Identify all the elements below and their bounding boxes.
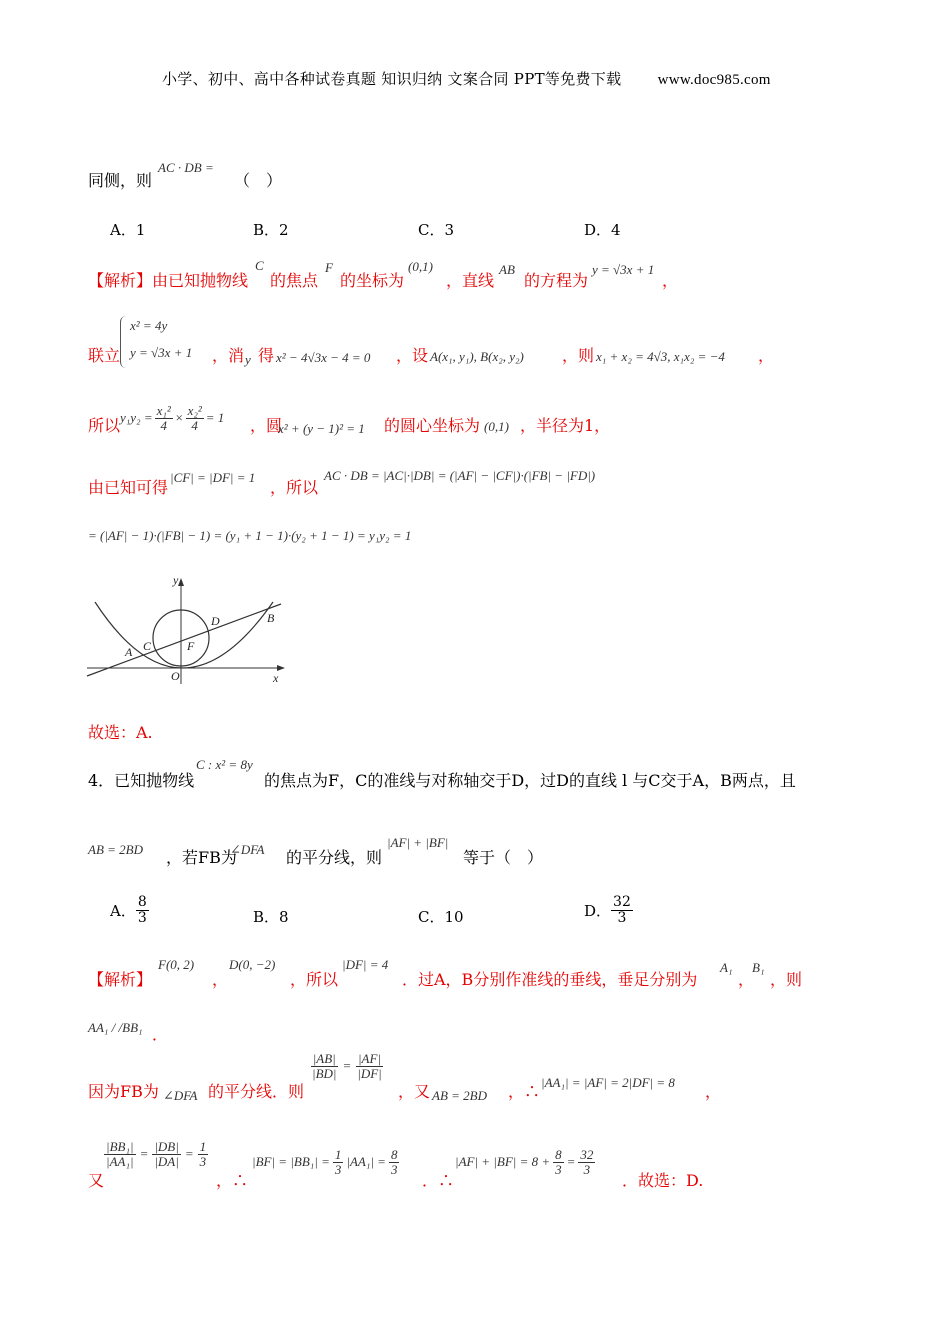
sol3-text: ，直线 [446, 271, 495, 290]
sol4-text: 的平分线．则 [208, 1082, 305, 1101]
sol3-dot-product: AC · DB = |AC|·|DB| = (|AF| − |CF|)·(|FB| − |FD|) [324, 468, 596, 483]
sol4-text: ．故选：D. [622, 1171, 704, 1190]
sol3-text: 联立 [88, 346, 121, 365]
q4-text1: 的焦点为F，C的准线与对称轴交于D，过D的直线 l 与C交于A，B两点，且 [264, 771, 796, 790]
sol3-AB: AB [499, 262, 515, 277]
sol4-text: 因为FB为 [88, 1082, 159, 1101]
sol4-bf: |BF| = |BB₁| = $\frac{1}{3}$ |AA₁| = $\frac{8}{3}$ [252, 1147, 398, 1177]
q4-text2: ，若FB为 [166, 848, 237, 867]
parabola [95, 602, 273, 668]
sol3-focus: (0,1) [408, 259, 433, 274]
sol3-text: ，设 [396, 346, 429, 365]
sol3-text: 由已知可得 [88, 478, 169, 497]
sol3-text: 的坐标为 [340, 271, 405, 290]
q4-text3: 的平分线，则 [286, 848, 383, 867]
sol4-D: D(0, −2) [229, 957, 276, 972]
sol4-text: ， [738, 970, 755, 989]
q4-option-c: C．10 [418, 908, 464, 926]
sol3-y: y [245, 352, 251, 367]
parabola-circle-figure [85, 572, 290, 690]
sol3-answer: 故选：A. [88, 723, 153, 742]
sol4-B1: B₁ [752, 960, 765, 975]
q3-tail [88, 168, 152, 191]
solution-tag: 【解析】 [88, 271, 153, 290]
sol4-text: ，∴ [216, 1171, 249, 1190]
sol4-text: ，∴ [508, 1082, 541, 1101]
label-o: O [171, 669, 180, 683]
sol3-text: ，半径为1， [520, 416, 611, 435]
sol3-text: ，则 [562, 346, 595, 365]
sol3-line-eq: y = √3x + 1 [592, 262, 655, 277]
label-y: y [173, 573, 179, 587]
sol3-line1: 【解析】由已知抛物线 [88, 271, 249, 290]
sol3-circle: x² + (y − 1)² = 1 [278, 421, 365, 436]
system-eq1: x² = 4y [130, 318, 168, 333]
sol4-ratio: $\frac{|AB|}{|BD|}$ = $\frac{|AF|}{|DF|}$ [312, 1051, 382, 1081]
sol4-text: ，所以 [290, 970, 339, 989]
sol4-sum: |AF| + |BF| = 8 + $\frac{8}{3}$ = $\frac{32}{3}$ [455, 1147, 594, 1177]
sol3-text: ，消 [212, 346, 245, 365]
sol4-parallel: AA₁ / /BB₁ [88, 1020, 143, 1035]
sol3-points: A(x₁, y₁), B(x₂, y₂) [430, 349, 524, 364]
sol3-F: F [325, 260, 333, 275]
q3-option-a: A．1 [110, 221, 146, 239]
q3-option-b: B．2 [253, 221, 289, 239]
sol4-text: 又 [88, 1171, 105, 1190]
sol4-text: ， [705, 1082, 722, 1101]
label-x: x [273, 671, 279, 685]
sol4-F: F(0, 2) [158, 957, 195, 972]
sol3-text: 的方程为 [524, 271, 589, 290]
q4-option-b: B．8 [253, 908, 289, 926]
sol3-text: 的焦点 [270, 271, 319, 290]
q4-option-d: D． $\frac{32}{3}$ [584, 894, 631, 926]
sol4-text: ．∴ [422, 1171, 455, 1190]
q4-option-a: A． $\frac{8}{3}$ [110, 894, 147, 926]
sol4-angle: ∠DFA [163, 1088, 198, 1103]
sol3-text: ， [758, 346, 775, 365]
sol3-text: 的圆心坐标为 [384, 416, 481, 435]
label-c: C [143, 639, 152, 653]
sol3-text: 得 [258, 346, 275, 365]
sol4-text: ，则 [770, 970, 803, 989]
page-header [162, 68, 771, 89]
q4-text4: 等于（ ） [463, 848, 544, 867]
label-a: A [125, 645, 133, 659]
label-f: F [187, 639, 195, 653]
y-axis-arrow [178, 578, 184, 586]
line-ab [87, 604, 281, 676]
q3-tail-text: 同侧，则 [88, 171, 153, 190]
q4-cond: AB = 2BD [88, 842, 143, 857]
sol4-A1: A₁ [720, 960, 733, 975]
sol4-DF: |DF| = 4 [342, 957, 389, 972]
sol3-vieta: x₁ + x₂ = 4√3, x₁x₂ = −4 [596, 349, 725, 364]
q4-angle: ∠DFA [230, 842, 265, 857]
q3-option-c: C．3 [418, 221, 455, 239]
sol4-ratio2: $\frac{\text{|BB₁|}}{\text{|AA₁|}}$ = $\frac{|DB|}{|DA|}$ = $\frac{1}{3}$ [106, 1139, 207, 1169]
label-d: D [211, 614, 220, 628]
q3-expr: AC · DB = [158, 160, 214, 175]
sol4-tag: 【解析】 [88, 970, 153, 989]
q3-option-d: D．4 [584, 221, 621, 239]
sol3-center: (0,1) [484, 419, 509, 434]
sol3-C: C [255, 258, 264, 273]
sol3-text: 所以 [88, 416, 121, 435]
sol3-cf-df: |CF| = |DF| = 1 [170, 470, 256, 485]
sol4-cond: AB = 2BD [432, 1088, 487, 1103]
sol3-text: ，圆 [250, 416, 283, 435]
sol4-text: ， [212, 970, 229, 989]
header-url[interactable]: www.doc985.com [657, 72, 771, 88]
q4-num: 4．已知抛物线 [88, 771, 195, 790]
sol4-text: ． [152, 1025, 169, 1044]
sol3-text: ， [662, 271, 679, 290]
label-b: B [267, 611, 275, 625]
sol3-result: = (|AF| − 1)·(|FB| − 1) = (y₁ + 1 − 1)·(y₂ + 1 − 1) = y₁y₂ = 1 [88, 528, 412, 543]
system-eq2: y = √3x + 1 [130, 345, 193, 360]
sol4-text: ，又 [398, 1082, 431, 1101]
sol3-product: y₁y₂ = $\frac{\text{x₁²}}{4}$ × $\frac{\text{x₂²}}{4}$ = 1 [120, 403, 225, 433]
q4-sum: |AF| + |BF| [387, 835, 449, 850]
sol3-quadratic: x² − 4√3x − 4 = 0 [276, 350, 371, 365]
q3-paren: （ ） [234, 171, 283, 190]
sol4-text: ．过A，B分别作准线的垂线，垂足分别为 [402, 970, 698, 989]
header-text: 小学、初中、高中各种试卷真题 知识归纳 文案合同 PPT等免费下载 [162, 70, 622, 88]
sol3-text: ，所以 [270, 478, 319, 497]
q4-curve: C : x² = 8y [196, 757, 253, 772]
sol4-aa1: |AA₁| = |AF| = 2|DF| = 8 [541, 1075, 675, 1090]
